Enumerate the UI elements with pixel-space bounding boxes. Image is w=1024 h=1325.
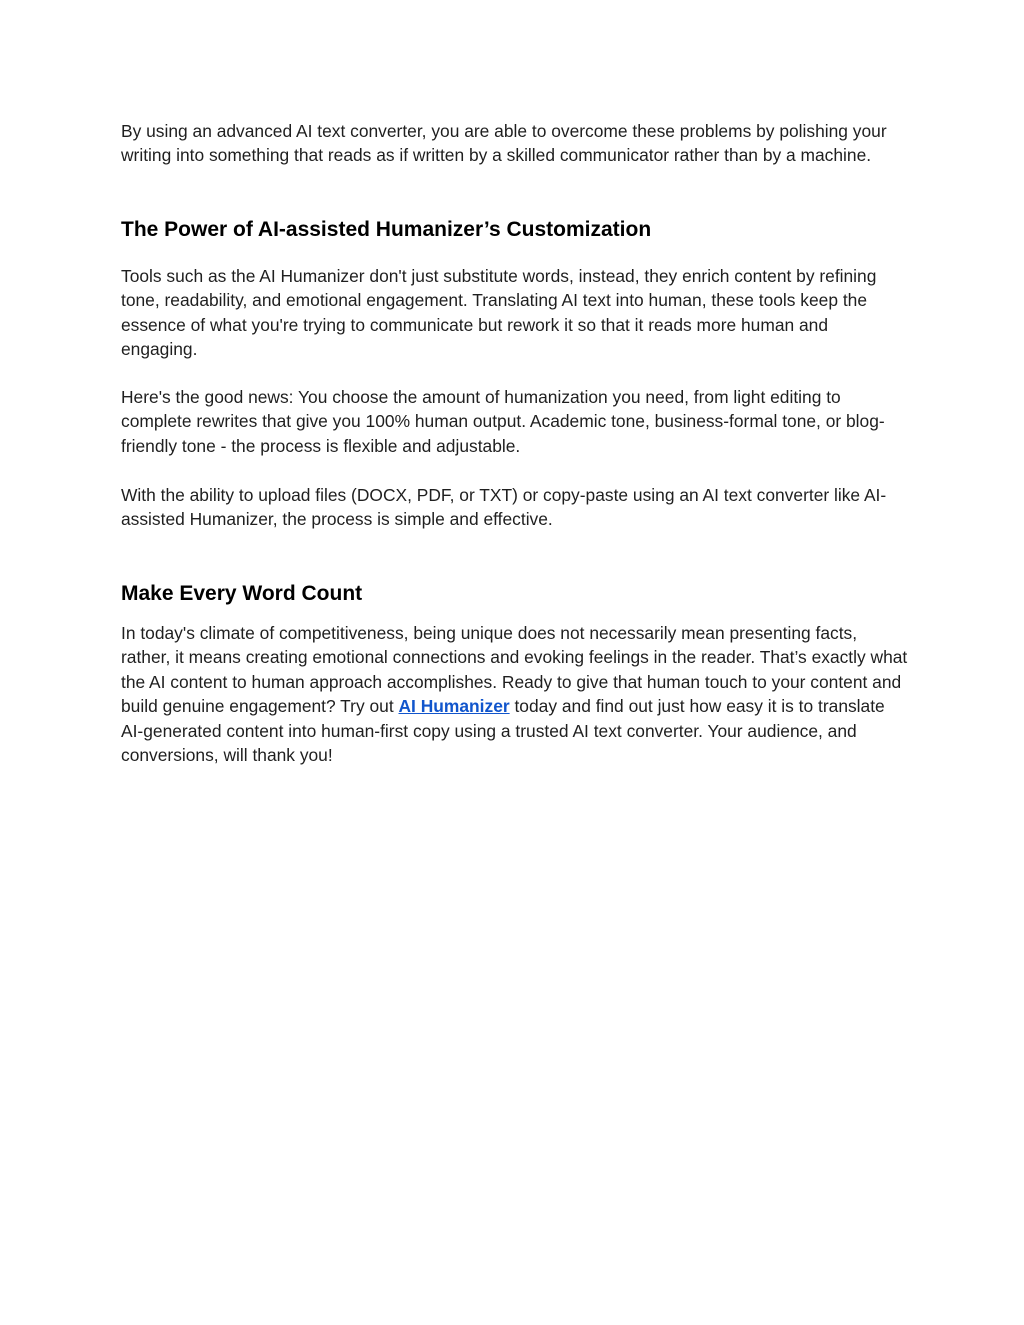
section-heading-customization: The Power of AI-assisted Humanizer’s Customization: [121, 218, 652, 241]
section-heading-make-every-word-count: Make Every Word Count: [121, 582, 363, 605]
closing-text-after-link: today and find out just how easy it is to translate AI-generated content into human-first copy using a trusted AI text converter. Your audience, and conversions, will thank you!: [121, 696, 885, 766]
ai-humanizer-link[interactable]: AI Humanizer: [398, 696, 510, 717]
intro-paragraph: By using an advanced AI text converter, you are able to overcome these problems by polishing your writing into something that reads as if written by a skilled communicator rather than by a machine.: [121, 121, 887, 166]
paragraph-tools: Tools such as the AI Humanizer don't just substitute words, instead, they enrich content by refining tone, readability, and emotional engagement. Translating AI text into human, these tools keep the essence of what you're trying to communicate but rework it so that it reads more human and engaging.: [121, 266, 877, 360]
paragraph-upload: With the ability to upload files (DOCX, PDF, or TXT) or copy-paste using an AI text converter like AI-assisted Humanizer, the process is simple and effective.: [121, 485, 887, 530]
paragraph-closing: [121, 621, 909, 767]
closing-text-before-link: In today's climate of competitiveness, being unique does not necessarily mean presenting facts, rather, it means creating emotional connections and evoking feelings in the reader. That’s exactly what the AI content to human approach accomplishes. Ready to give that human touch to your content and build genuine engagement? Try out: [121, 623, 908, 717]
paragraph-good-news: Here's the good news: You choose the amount of humanization you need, from light editing to complete rewrites that give you 100% human output. Academic tone, business-formal tone, or blog-friendly tone - the process is flexible and adjustable.: [121, 387, 885, 456]
